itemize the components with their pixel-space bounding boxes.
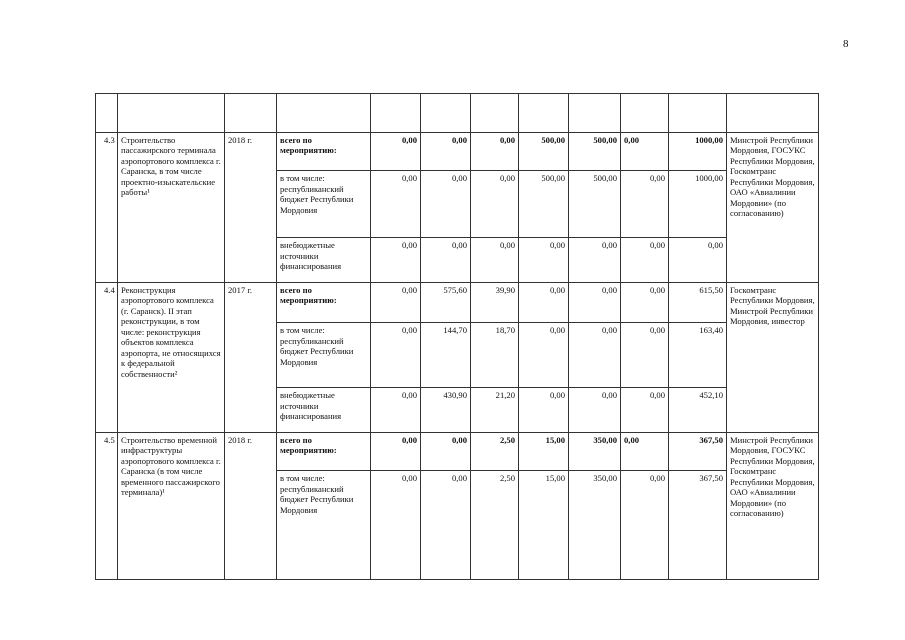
value-cell: 0,00 (371, 132, 421, 171)
value-cell: 0,00 (371, 238, 421, 283)
value-cell: 144,70 (421, 323, 471, 388)
value-cell: 0,00 (621, 471, 669, 580)
value-cell: 0,00 (519, 388, 569, 433)
value-cell: 0,00 (471, 238, 519, 283)
value-cell: 0,00 (669, 238, 727, 283)
value-cell: 15,00 (519, 471, 569, 580)
value-cell: 1000,00 (669, 171, 727, 238)
value-cell: 0,00 (471, 132, 519, 171)
value-cell: 1000,00 (669, 132, 727, 171)
funding-label: внебюджетные источники финансирования (277, 388, 371, 433)
financing-table (95, 93, 819, 580)
table-row (96, 132, 819, 171)
funding-label: внебюджетные источники финансирования (277, 238, 371, 283)
measure-year: 2018 г. (225, 432, 277, 579)
funding-label: всего по мероприятию: (277, 432, 371, 471)
measure-year: 2018 г. (225, 132, 277, 282)
executor: Госкомтранс Республики Мордовия, Минстрой Республики Мордовия, инвестор (727, 282, 819, 432)
value-cell: 15,00 (519, 432, 569, 471)
value-cell: 0,00 (371, 432, 421, 471)
value-cell: 0,00 (569, 238, 621, 283)
value-cell: 0,00 (371, 471, 421, 580)
value-cell: 0,00 (569, 323, 621, 388)
value-cell: 0,00 (421, 171, 471, 238)
value-cell: 0,00 (519, 282, 569, 323)
measure-name: Строительство временной инфраструктуры аэропортового комплекса г. Саранска (в том числе временного пассажирского терминала)¹ (118, 432, 225, 579)
value-cell: 0,00 (371, 388, 421, 433)
value-cell: 0,00 (471, 171, 519, 238)
row-number: 4.5 (96, 432, 118, 579)
funding-label: в том числе: республиканский бюджет Республики Мордовия (277, 171, 371, 238)
value-cell: 0,00 (621, 323, 669, 388)
value-cell: 0,00 (621, 132, 669, 171)
value-cell: 21,20 (471, 388, 519, 433)
value-cell: 0,00 (421, 471, 471, 580)
value-cell: 163,40 (669, 323, 727, 388)
measure-name: Реконструкция аэропортового комплекса (г. Саранск). II этап реконструкции, в том числе: реконструкция объектов комплекса аэропорта, не относящихся к федеральной собственности² (118, 282, 225, 432)
value-cell: 0,00 (621, 432, 669, 471)
table-row (96, 282, 819, 323)
executor: Минстрой Республики Мордовия, ГОСУКС Республики Мордовия, Госкомтранс Республики Мордовия, ОАО «Авиалинии Мордовии» (по согласованию) (727, 132, 819, 282)
value-cell: 0,00 (621, 282, 669, 323)
value-cell: 500,00 (519, 132, 569, 171)
value-cell: 350,00 (569, 432, 621, 471)
value-cell: 0,00 (421, 132, 471, 171)
measure-name: Строительство пассажирского терминала аэропортового комплекса г. Саранска, в том числе проектно-изыскательские работы¹ (118, 132, 225, 282)
value-cell: 0,00 (421, 238, 471, 283)
value-cell: 0,00 (569, 388, 621, 433)
value-cell: 0,00 (371, 323, 421, 388)
value-cell: 367,50 (669, 432, 727, 471)
value-cell: 0,00 (621, 388, 669, 433)
funding-label: в том числе: республиканский бюджет Республики Мордовия (277, 471, 371, 580)
value-cell: 452,10 (669, 388, 727, 433)
value-cell: 367,50 (669, 471, 727, 580)
funding-label: всего по мероприятию: (277, 132, 371, 171)
value-cell: 500,00 (519, 171, 569, 238)
value-cell: 0,00 (569, 282, 621, 323)
value-cell: 2,50 (471, 432, 519, 471)
row-number: 4.3 (96, 132, 118, 282)
value-cell: 615,50 (669, 282, 727, 323)
value-cell: 0,00 (621, 238, 669, 283)
value-cell: 0,00 (621, 171, 669, 238)
funding-label: всего по мероприятию: (277, 282, 371, 323)
value-cell: 350,00 (569, 471, 621, 580)
measure-year: 2017 г. (225, 282, 277, 432)
funding-label: в том числе: республиканский бюджет Республики Мордовия (277, 323, 371, 388)
table-header-row (96, 94, 819, 133)
row-number: 4.4 (96, 282, 118, 432)
table-row (96, 432, 819, 471)
executor: Минстрой Республики Мордовия, ГОСУКС Республики Мордовия, Госкомтранс Республики Мордовия, ОАО «Авиалинии Мордовии» (по согласованию) (727, 432, 819, 579)
value-cell: 2,50 (471, 471, 519, 580)
value-cell: 500,00 (569, 171, 621, 238)
value-cell: 430,90 (421, 388, 471, 433)
value-cell: 0,00 (371, 171, 421, 238)
page-number: 8 (843, 38, 849, 50)
value-cell: 575,60 (421, 282, 471, 323)
value-cell: 500,00 (569, 132, 621, 171)
value-cell: 0,00 (371, 282, 421, 323)
value-cell: 0,00 (519, 323, 569, 388)
value-cell: 18,70 (471, 323, 519, 388)
value-cell: 0,00 (519, 238, 569, 283)
value-cell: 39,90 (471, 282, 519, 323)
value-cell: 0,00 (421, 432, 471, 471)
